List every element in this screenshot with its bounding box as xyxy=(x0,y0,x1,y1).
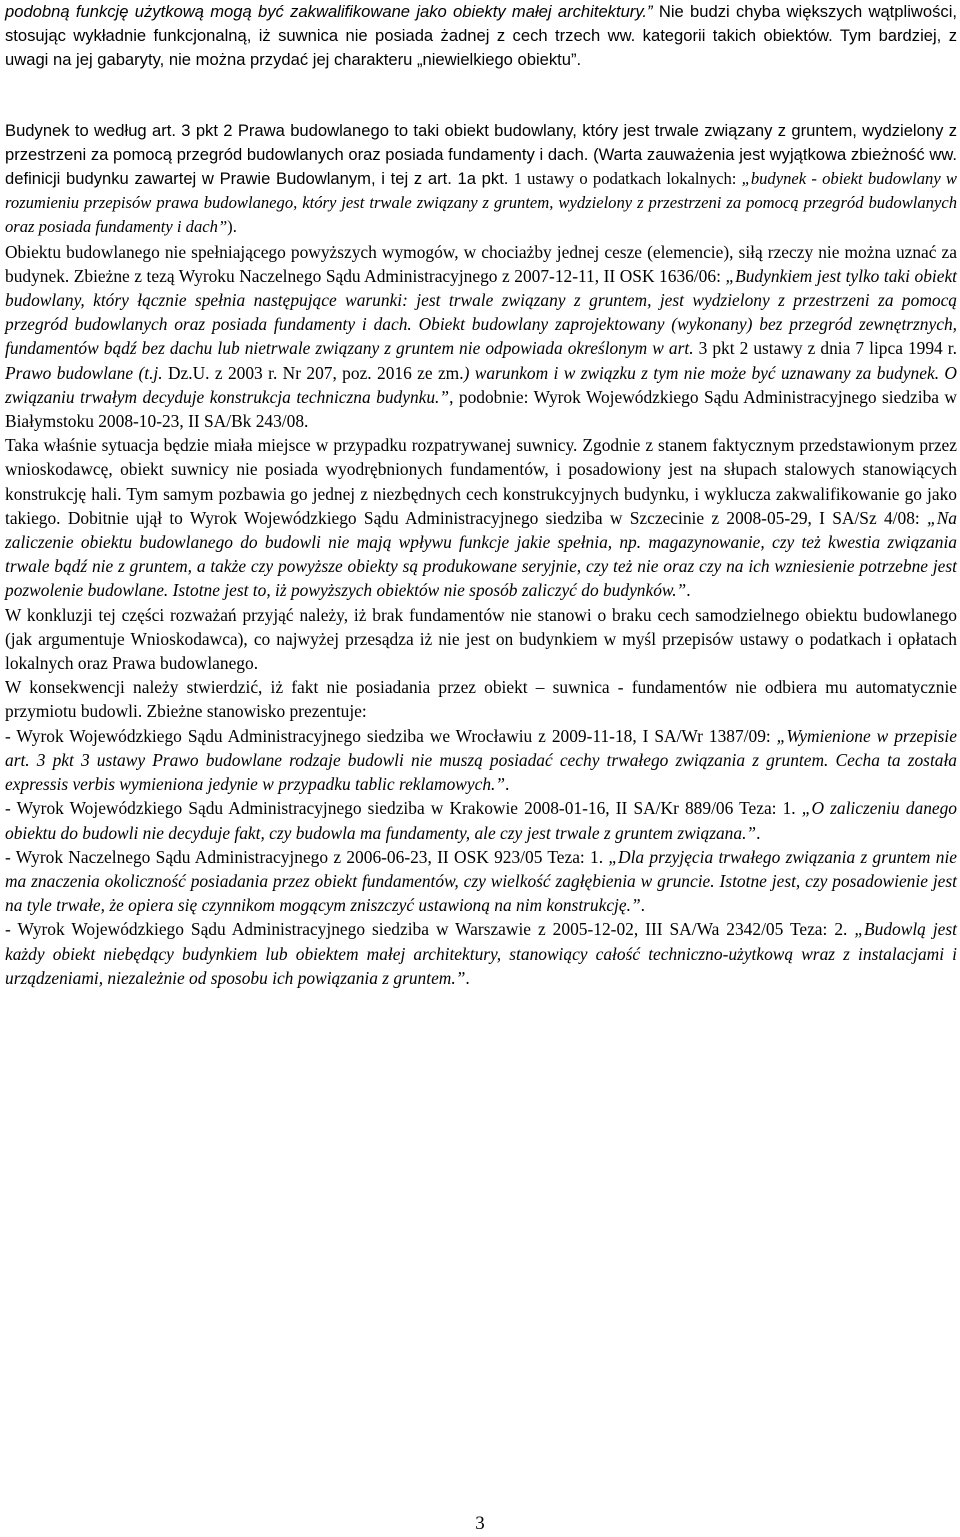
list-item xyxy=(5,796,957,844)
list-item-citation: - Wyrok Wojewódzkiego Sądu Administracyjnego siedziba we Wrocławiu z 2009-11-18, I SA/Wr 1387/09: xyxy=(5,725,777,746)
list-item xyxy=(5,845,957,918)
intro-paragraph xyxy=(5,0,957,73)
intro-text: Nie budzi chyba większych wątpliwości, stosując wykładnie funkcjonalną, iż suwnica nie posiada żadnej z cech trzech ww. kategorii takich obiektów. Tym bardziej, z uwagi na jej gabaryty, nie można przydać jej charakteru „niewielkiego obiektu”. xyxy=(5,2,957,70)
budynek-close: ). xyxy=(227,217,237,237)
list-item-citation: - Wyrok Wojewódzkiego Sądu Administracyjnego siedziba w Warszawie z 2005-12-02, III SA/Wa 2342/05 Teza: 2. xyxy=(5,919,855,940)
list-item-citation: - Wyrok Naczelnego Sądu Administracyjnego z 2006-06-23, II OSK 923/05 Teza: 1. xyxy=(5,846,609,867)
konsekwencji-paragraph: W konsekwencji należy stwierdzić, iż fakt nie posiadania przez obiekt – suwnica - fundamentów nie odbiera mu automatycznie przymiotu budowli. Zbieżne stanowisko prezentuje: xyxy=(5,677,957,722)
konkluzji-paragraph: W konkluzji tej części rozważań przyjąć należy, iż brak fundamentów nie stanowi o braku cech samodzielnego obiektu budowlanego (jak argumentuje Wnioskodawca), co najwyżej przesądza iż nie jest on budynkiem w myśl przepisów ustawy o podatkach i opłatach lokalnych oraz Prawa budowlanego. xyxy=(5,604,957,674)
list-item-quote: „Budowlą jest każdy obiekt niebędący budynkiem lub obiektem małej architektury, stanowiący całość techniczno-użytkową wraz z instalacjami i urządzeniami, niezależnie od sposobu ich powiązania z gruntem.” xyxy=(5,919,957,988)
budynek-paragraph xyxy=(5,119,957,240)
list-item xyxy=(5,917,957,990)
list-item xyxy=(5,724,957,797)
szczecin-quote: „Na zaliczenie obiektu budowlanego do budowli nie mają wpływu funkcje jakie spełnia, np. magazynowanie, czy też kwestia związania trwale bądź nie z gruntem, a także czy powyższe obiekty są produkowane seryjnie, czy też nie oraz czy na ich wzniesienie potrzebne jest pozwolenie budowlane. Istotne jest to, iż powyższych obiektów nie sposób zaliczyć do budynków.” xyxy=(5,507,957,601)
nsa-ref-2: Dz.U. z 2003 r. Nr 207, poz. 2016 ze zm. xyxy=(162,362,464,383)
obiektu-paragraph xyxy=(5,240,957,434)
taka-paragraph xyxy=(5,433,957,602)
obiektu-text: Obiektu budowlanego nie spełniającego powyższych wymogów, w chociażby jednej cesze (elemencie), siłą rzeczy nie można uznać za budynek. Zbieżne z tezą Wyroku Naczelnego Sądu Administracyjnego z 2007-12-11, II OSK 1636/06: xyxy=(5,241,957,286)
nsa-ref-1: 3 pkt 2 ustawy z dnia 7 lipca 1994 r. xyxy=(693,338,957,359)
nsa-quote-2: Prawo budowlane (t.j. xyxy=(5,362,163,383)
nsa-quote-3: ) warunkom i w związku z tym nie może być uznawany za budynek. O związaniu trwałym decyduje konstrukcja techniczna budynku.” xyxy=(5,362,957,407)
intro-quote-end: podobną funkcję użytkową mogą być zakwalifikowane jako obiekty małej architektury.” xyxy=(5,2,653,21)
list-item-quote: „Wymienione w przepisie art. 3 pkt 3 ustawy Prawo budowlane rodzaje budowli nie muszą posiadać cechy trwałego związania z gruntem. Cecha ta została expressis verbis wymieniona jedynie w przypadku tablic reklamowych.” xyxy=(5,725,957,795)
list-item-tail: . xyxy=(756,822,761,843)
list-item-citation: - Wyrok Wojewódzkiego Sądu Administracyjnego siedziba w Krakowie 2008-01-16, II SA/Kr 889/06 Teza: 1. xyxy=(5,798,802,819)
list-item-tail: . xyxy=(465,967,470,988)
list-item-tail: . xyxy=(640,895,645,916)
paragraph-gap xyxy=(5,73,957,119)
nsa-quote: „Budynkiem jest tylko taki obiekt budowlany, który łącznie spełnia następujące warunki: jest trwale związany z gruntem, jest wydzielony z przestrzeni za pomocą przegród budowlanych oraz posiada fundamenty i dach. Obiekt budowlany zaprojektowany (wykonany) bez przegród zewnętrznych, fundamentów bądź bez dachu lub nietrwale związany z gruntem nie odpowiada określonym w art. xyxy=(5,265,957,359)
budynek-law-quote: „budynek - obiekt budowlany w rozumieniu przepisów prawa budowlanego, który jest trwale związany z gruntem, wydzielony z przestrzeni za pomocą przegród budowlanych oraz posiada fundamenty i dach” xyxy=(5,169,957,237)
taka-text: Taka właśnie sytuacja będzie miała miejsce w przypadku rozpatrywanej suwnicy. Zgodnie z stanem faktycznym przedstawionym przez wnioskodawcę, obiekt suwnicy nie posiada wyodrębnionych fundamentów, i posadowiony jest na słupach stalowych stanowiących konstrukcję hali. Tym samym pozbawia go jednej z niezbędnych cech konstrukcyjnych budynku, i wyklucza zakwalifikowanie go jako takiego. Dobitnie ujął to Wyrok Wojewódzkiego Sądu Administracyjnego siedziba w Szczecinie z 2008-05-29, I SA/Sz 4/08: xyxy=(5,435,957,528)
taka-close: . xyxy=(686,580,691,601)
budynek-law-ref: 1 ustawy o podatkach lokalnych: xyxy=(508,169,742,189)
list-item-quote: „O zaliczeniu danego obiektu do budowli nie decyduje fakt, czy budowla ma fundamenty, ale czy jest trwale z gruntem związana.” xyxy=(5,798,957,843)
budynek-definition: Budynek to według art. 3 pkt 2 Prawa budowlanego to taki obiekt budowlany, który jest trwale związany z gruntem, wydzielony z przestrzeni za pomocą przegród budowlanych oraz posiada fundamenty i dach. (Warta zauważenia jest wyjątkowa zbieżność ww. definicji budynku zawartej w Prawie Budowlanym, i tej z art. 1a pkt. xyxy=(5,120,957,189)
document-page xyxy=(5,0,957,990)
list-item-quote: „Dla przyjęcia trwałego związania z gruntem nie ma znaczenia okoliczność posiadania przez obiekt fundamentów, czy wielkość zagłębienia w gruncie. Istotne jest, czy posadowienie jest na tyle trwałe, że opiera się czynnikom mogącym zniszczyć ustawioną na nim konstrukcję.” xyxy=(5,846,957,916)
bialystok-ref: , podobnie: Wyrok Wojewódzkiego Sądu Administracyjnego siedziba w Białymstoku 2008-10-23, II SA/Bk 243/08. xyxy=(5,386,957,432)
page-number: 3 xyxy=(475,1513,485,1534)
list-item-tail: . xyxy=(505,774,510,795)
